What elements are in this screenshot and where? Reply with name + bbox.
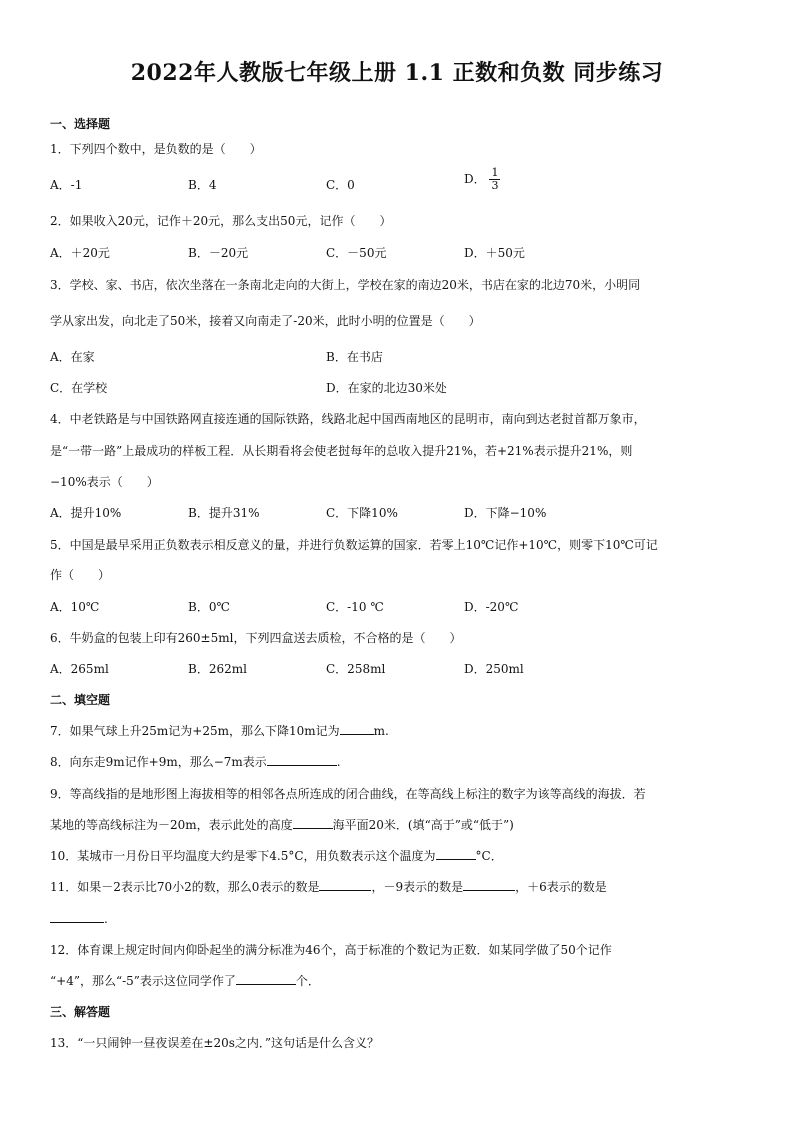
question-3-line-2: 学从家出发，向北走了50米，接着又向南走了-20米，此时小明的位置是（ ） — [50, 314, 481, 328]
question-1: 1．下列四个数中，是负数的是（ ） — [50, 142, 262, 156]
q5-option-d: D．-20℃ — [464, 600, 519, 614]
q5-option-b: B．0℃ — [188, 600, 230, 614]
section-choice: 一、选择题 — [50, 117, 111, 131]
q1-option-a: A．-1 — [50, 178, 83, 192]
question-11-line-2 — [50, 910, 108, 926]
q3-option-d: D．在家的北边30米处 — [326, 381, 447, 395]
q3-option-b: B．在书店 — [326, 350, 383, 364]
q6-option-a: A．265ml — [50, 662, 109, 676]
question-11-part-3: ，＋6表示的数是 — [515, 880, 607, 894]
question-10-text: 10．某城市一月份日平均温度大约是零下4.5°C，用负数表示这个温度为 — [50, 849, 436, 863]
question-9-text: 某地的等高线标注为－20m，表示此处的高度 — [50, 818, 293, 832]
answer-blank[interactable] — [236, 972, 296, 985]
question-4-line-3: −10%表示（ ） — [50, 475, 159, 489]
question-10 — [50, 847, 503, 864]
question-7-suffix: m. — [373, 724, 389, 738]
page-title: 2022年人教版七年级上册 1.1 正数和负数 同步练习 — [130, 60, 664, 86]
section-fill: 二、填空题 — [50, 693, 111, 707]
fraction-denominator: 3 — [491, 179, 499, 192]
q6-option-d: D．250ml — [464, 662, 524, 676]
answer-blank[interactable] — [463, 878, 515, 891]
q2-option-b: B．－20元 — [188, 246, 249, 260]
question-9-line-1: 9．等高线指的是地形图上海拔相等的相邻各点所连成的闭合曲线，在等高线上标注的数字为该等高线的海拔．若 — [50, 787, 646, 801]
question-12-text: “+4”，那么“-5”表示这位同学作了 — [50, 974, 236, 988]
q6-option-b: B．262ml — [188, 662, 247, 676]
question-8-suffix: . — [336, 755, 341, 769]
answer-blank[interactable] — [50, 910, 104, 923]
question-11-end: . — [104, 912, 108, 926]
question-11-part-2: ，－9表示的数是 — [371, 880, 464, 894]
q2-option-a: A．＋20元 — [50, 246, 110, 260]
question-11-part-1: 11．如果－2表示比70小2的数，那么0表示的数是 — [50, 880, 320, 894]
q1-option-d — [464, 167, 500, 192]
fraction — [489, 167, 500, 192]
question-9-suffix: 海平面20米．(填“高于”或“低于”) — [332, 818, 514, 832]
question-4-line-2: 是“一带一路”上最成功的样板工程．从长期看将会使老挝每年的总收入提升21%，若+21%表示提升21%，则 — [50, 444, 633, 458]
question-2: 2．如果收入20元，记作＋20元，那么支出50元，记作（ ） — [50, 214, 392, 228]
answer-blank[interactable] — [319, 878, 371, 891]
q2-option-c: C．－50元 — [326, 246, 387, 260]
q3-option-a: A．在家 — [50, 350, 95, 364]
question-12-suffix: 个． — [295, 974, 320, 988]
q1-option-d-prefix: D． — [464, 172, 486, 186]
question-7 — [50, 722, 389, 739]
question-4-line-1: 4．中老铁路是与中国铁路网直接连通的国际铁路，线路北起中国西南地区的昆明市，南向到达老挝首都万象市， — [50, 412, 646, 426]
question-13: 13．“一只闹钟一昼夜误差在±20s之内．”这句话是什么含义？ — [50, 1036, 380, 1050]
q2-option-d: D．＋50元 — [464, 246, 525, 260]
question-8-text: 8．向东走9m记作+9m，那么−7m表示 — [50, 755, 267, 769]
q6-option-c: C．258ml — [326, 662, 386, 676]
question-6: 6．牛奶盒的包装上印有260±5ml，下列四盒送去质检，不合格的是（ ） — [50, 631, 462, 645]
question-11 — [50, 878, 607, 895]
question-5-line-2: 作（ ） — [50, 568, 111, 582]
fraction-numerator: 1 — [491, 166, 499, 179]
question-12-line-1: 12．体育课上规定时间内仰卧起坐的满分标准为46个，高于标准的个数记为正数．如某同学做了50个记作 — [50, 943, 612, 957]
q1-option-c: C．0 — [326, 178, 355, 192]
section-answer: 三、解答题 — [50, 1005, 111, 1019]
question-12-line-2 — [50, 972, 320, 989]
question-8 — [50, 753, 341, 770]
answer-blank[interactable] — [340, 722, 374, 735]
question-9-line-2 — [50, 816, 514, 833]
q4-option-d: D．下降−10% — [464, 506, 547, 520]
answer-blank[interactable] — [267, 753, 337, 766]
question-5-line-1: 5．中国是最早采用正负数表示相反意义的量，并进行负数运算的国家．若零上10℃记作+10℃，则零下10℃可记 — [50, 538, 658, 552]
answer-blank[interactable] — [436, 847, 476, 860]
answer-blank[interactable] — [293, 816, 333, 829]
q3-option-c: C．在学校 — [50, 381, 108, 395]
question-10-suffix: °C． — [475, 849, 503, 863]
q4-option-a: A．提升10% — [50, 506, 122, 520]
q4-option-b: B．提升31% — [188, 506, 260, 520]
question-3-line-1: 3．学校、家、书店，依次坐落在一条南北走向的大街上，学校在家的南边20米，书店在家的北边70米，小明同 — [50, 278, 641, 292]
q5-option-c: C．-10 ℃ — [326, 600, 384, 614]
q1-option-b: B．4 — [188, 178, 217, 192]
question-7-text: 7．如果气球上升25m记为+25m，那么下降10m记为 — [50, 724, 340, 738]
q5-option-a: A．10℃ — [50, 600, 100, 614]
q4-option-c: C．下降10% — [326, 506, 398, 520]
